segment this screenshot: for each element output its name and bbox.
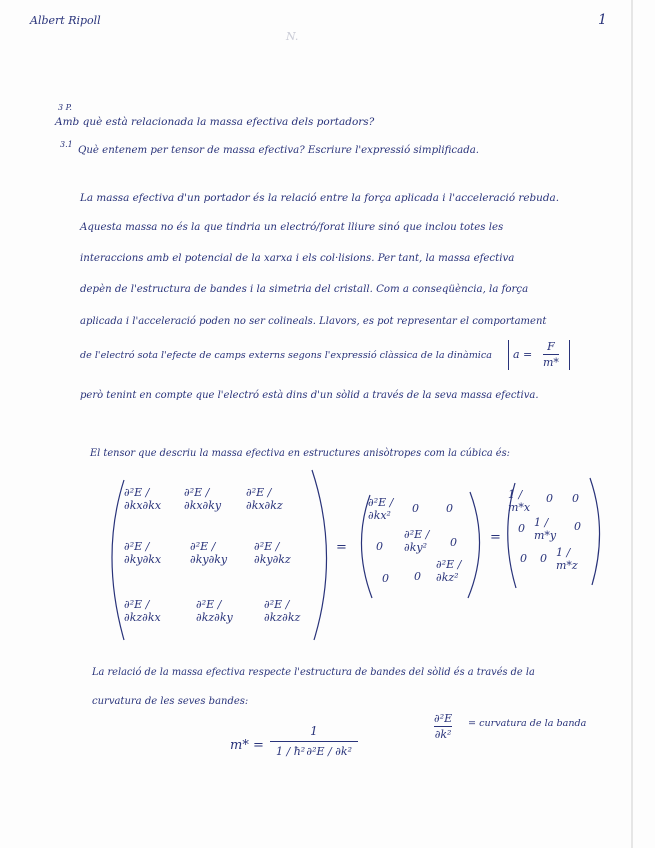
question-2: Què entenem per tensor de massa efectiva? Escriure l'expressió simplificada. [78, 145, 480, 156]
inverse-zero: 0 [546, 492, 553, 505]
inverse-zero: 0 [540, 552, 547, 565]
inverse-zero: 0 [518, 522, 525, 535]
curvature-note-text: = curvatura de la banda [468, 718, 587, 729]
curvature-numerator: ∂²E [434, 712, 453, 725]
diag-zero: 0 [450, 536, 457, 549]
question-1: Amb què està relacionada la massa efectiva dels portadors? [55, 116, 375, 128]
inverse-cell-y: 1 / m*y [534, 516, 557, 542]
curvature-denominator: ∂k² [434, 728, 452, 741]
tensor-cell-xz: ∂²E / ∂kx∂kz [246, 486, 283, 512]
diag-zero: 0 [382, 572, 389, 585]
diag-zero: 0 [412, 502, 419, 515]
inverse-zero: 0 [574, 520, 581, 533]
inverse-zero: 0 [520, 552, 527, 565]
tensor-cell-yy: ∂²E / ∂ky∂ky [190, 540, 228, 566]
answer-line-6: de l'electró sota l'efecte de camps externs segons l'expressió clàssica de la dinàmica [80, 350, 492, 361]
relation-line-1: La relació de la massa efectiva respecte l'estructura de bandes del sòlid és a través de la [92, 667, 535, 678]
equals-sign-1: = [336, 540, 347, 555]
tensor-cell-zy: ∂²E / ∂kz∂ky [196, 598, 233, 624]
tensor-cell-yx: ∂²E / ∂ky∂kx [124, 540, 162, 566]
tensor-cell-yz: ∂²E / ∂ky∂kz [254, 540, 291, 566]
page-number: 1 [598, 12, 607, 28]
final-formula-numerator: 1 [310, 724, 318, 738]
final-formula-den-left: 1 / ħ² [276, 745, 306, 758]
equals-sign-2: = [490, 530, 501, 545]
tensor-cell-xx: ∂²E / ∂kx∂kx [124, 486, 162, 512]
final-formula-bar [270, 741, 358, 742]
dynamics-lhs: a = [513, 348, 533, 361]
answer-line-2: Aquesta massa no és la que tindria un electró/forat lliure sinó que inclou totes les [80, 222, 504, 233]
diag-cell-y: ∂²E / ∂ky² [404, 528, 430, 554]
answer-line-4: depèn de l'estructura de bandes i la simetria del cristall. Com a conseqüència, la força [80, 284, 529, 295]
tensor-intro: El tensor que descriu la massa efectiva en estructures anisòtropes com la cúbica és: [90, 448, 510, 459]
inverse-cell-x: 1 / m*x [508, 488, 531, 514]
diag-zero: 0 [376, 540, 383, 553]
tensor-cell-xy: ∂²E / ∂kx∂ky [184, 486, 222, 512]
final-formula-fraction [270, 724, 358, 758]
diag-zero: 0 [414, 570, 421, 583]
answer-line-3: interaccions amb el potencial de la xarxa i els col·lisions. Per tant, la massa efectiva [80, 253, 515, 264]
faint-mark: N. [286, 30, 299, 43]
final-formula-lhs: m* = [230, 738, 264, 753]
diag-cell-x: ∂²E / ∂kx² [368, 496, 394, 522]
answer-line-1: La massa efectiva d'un portador és la relació entre la força aplicada i l'acceleració rebuda. [80, 192, 560, 204]
dynamics-denominator: m* [543, 356, 559, 369]
tensor-cell-zx: ∂²E / ∂kz∂kx [124, 598, 161, 624]
dynamics-numerator: F [547, 340, 555, 353]
curvature-fraction [434, 712, 452, 741]
answer-line-7: però tenint en compte que l'electró està dins d'un sòlid a través de la seva massa efectiva. [80, 390, 539, 401]
question-prefix-2: 3.1 [60, 140, 73, 149]
diag-cell-z: ∂²E / ∂kz² [436, 558, 462, 584]
question-prefix-1: 3 P. [58, 103, 72, 112]
answer-line-5: aplicada i l'acceleració poden no ser colineals. Llavors, es pot representar el comportament [80, 316, 547, 327]
inverse-cell-z: 1 / m*z [556, 546, 578, 572]
inverse-zero: 0 [572, 492, 579, 505]
final-formula-den-right: ∂²E / ∂k² [306, 745, 352, 758]
author-name: Albert Ripoll [30, 14, 101, 27]
diag-zero: 0 [446, 502, 453, 515]
relation-line-2: curvatura de les seves bandes: [92, 696, 249, 707]
tensor-cell-zz: ∂²E / ∂kz∂kz [264, 598, 301, 624]
